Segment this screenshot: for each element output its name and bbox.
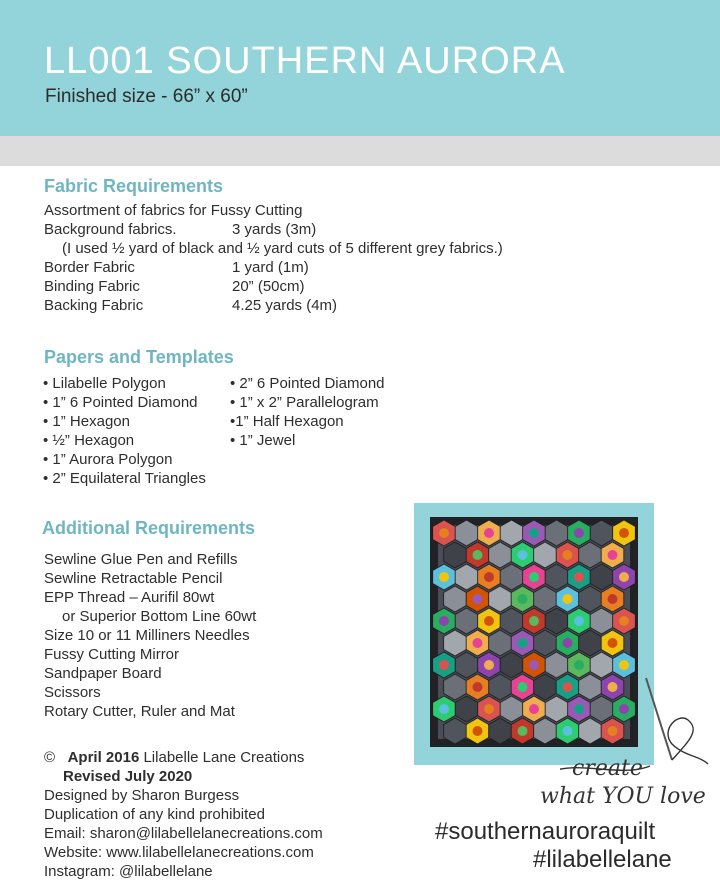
designer-credit: Designed by Sharon Burgess xyxy=(44,787,240,804)
additional-requirements-heading: Additional Requirements xyxy=(42,518,256,538)
requirement-item: Sewline Glue Pen and Refills xyxy=(44,551,238,568)
hashtag-lilabellelane: #lilabellelane xyxy=(533,846,672,873)
instagram-contact: Instagram: @lilabellelane xyxy=(44,863,213,880)
quilt-medallion-center xyxy=(484,616,494,626)
quilt-medallion-center xyxy=(484,704,494,714)
quilt-medallion-center xyxy=(619,572,629,582)
quilt-medallion-center xyxy=(473,594,483,604)
quilt-medallion-center xyxy=(473,726,483,736)
revised-date: Revised July 2020 xyxy=(63,768,193,785)
quilt-medallion-center xyxy=(439,616,449,626)
quilt-medallion-center xyxy=(518,682,528,692)
website-contact: Website: www.lilabellelanecreations.com xyxy=(44,844,314,861)
requirement-item: Size 10 or 11 Milliners Needles xyxy=(44,627,250,644)
quilt-medallion-center xyxy=(484,572,494,582)
fabric-row-label: Assortment of fabrics for Fussy Cutting xyxy=(44,202,303,219)
quilt-medallion-center xyxy=(529,616,539,626)
requirement-item: Fussy Cutting Mirror xyxy=(44,646,180,663)
copyright-symbol: © xyxy=(44,749,56,766)
quilt-medallion-center xyxy=(563,594,573,604)
template-item: • 1” Hexagon xyxy=(43,413,130,430)
quilt-medallion-center xyxy=(473,638,483,648)
papers-templates-heading: Papers and Templates xyxy=(44,347,234,367)
quilt-medallion-center xyxy=(563,638,573,648)
duplication-notice: Duplication of any kind prohibited xyxy=(44,806,265,823)
tagline-what-you-love: what YOU love xyxy=(540,784,706,809)
quilt-medallion-center xyxy=(518,638,528,648)
quilt-medallion-center xyxy=(529,528,539,538)
template-item: • 1” Aurora Polygon xyxy=(43,451,173,468)
requirement-item: Sewline Retractable Pencil xyxy=(44,570,223,587)
fabric-row-label: Border Fabric xyxy=(44,259,135,276)
tagline-create: create xyxy=(572,756,643,781)
quilt-medallion-center xyxy=(484,528,494,538)
template-item: • ½” Hexagon xyxy=(43,432,135,449)
quilt-medallion-center xyxy=(439,660,449,670)
fabric-row-value: 4.25 yards (4m) xyxy=(232,297,338,314)
quilt-medallion-center xyxy=(608,594,618,604)
quilt-medallion-center xyxy=(529,704,539,714)
quilt-medallion-center xyxy=(518,550,528,560)
quilt-medallion-center xyxy=(574,528,584,538)
fabric-row-value: 3 yards (3m) xyxy=(232,221,317,238)
requirement-item: Scissors xyxy=(44,684,101,701)
fabric-row-note: (I used ½ yard of black and ½ yard cuts of 5 different grey fabrics.) xyxy=(62,240,503,257)
quilt-medallion-center xyxy=(518,726,528,736)
template-item: • 2” Equilateral Triangles xyxy=(43,470,206,487)
quilt-medallion-center xyxy=(563,550,573,560)
template-item: • 1” Jewel xyxy=(230,432,296,449)
quilt-medallion-center xyxy=(473,682,483,692)
requirement-item: or Superior Bottom Line 60wt xyxy=(62,608,257,625)
hashtag-southernaurora: #southernauroraquilt xyxy=(435,818,656,845)
fabric-requirements-heading: Fabric Requirements xyxy=(44,176,224,196)
fabric-row-label: Binding Fabric xyxy=(44,278,140,295)
quilt-medallion-center xyxy=(574,572,584,582)
quilt-medallion-center xyxy=(439,572,449,582)
template-item: • 1” x 2” Parallelogram xyxy=(230,394,379,411)
fabric-row-value: 1 yard (1m) xyxy=(232,259,309,276)
copyright-line xyxy=(44,748,304,767)
fabric-row-label: Backing Fabric xyxy=(44,297,144,314)
copyright-date: April 2016 xyxy=(67,749,140,766)
requirement-item: Sandpaper Board xyxy=(44,665,162,682)
template-item: • Lilabelle Polygon xyxy=(43,375,166,392)
quilt-medallion-center xyxy=(619,616,629,626)
fabric-row-label: Background fabrics. xyxy=(44,221,177,238)
fabric-row-value: 20” (50cm) xyxy=(232,278,305,295)
quilt-medallion-center xyxy=(439,704,449,714)
template-item: • 2” 6 Pointed Diamond xyxy=(230,375,385,392)
quilt-medallion-center xyxy=(518,594,528,604)
template-item: • 1” 6 Pointed Diamond xyxy=(43,394,198,411)
quilt-medallion-center xyxy=(529,660,539,670)
company-name: Lilabelle Lane Creations xyxy=(143,749,305,766)
requirement-item: Rotary Cutter, Ruler and Mat xyxy=(44,703,235,720)
requirement-item: EPP Thread – Aurifil 80wt xyxy=(44,589,215,606)
email-contact: Email: sharon@lilabellelanecreations.com xyxy=(44,825,323,842)
header-banner xyxy=(0,0,720,136)
quilt-medallion-center xyxy=(608,550,618,560)
divider-band xyxy=(0,136,720,166)
pattern-title: LL001 SOUTHERN AURORA xyxy=(44,40,566,82)
template-item: •1” Half Hexagon xyxy=(230,413,344,430)
quilt-medallion-center xyxy=(529,572,539,582)
quilt-medallion-center xyxy=(574,616,584,626)
finished-size: Finished size - 66” x 60” xyxy=(45,86,248,107)
quilt-medallion-center xyxy=(619,528,629,538)
quilt-medallion-center xyxy=(484,660,494,670)
quilt-medallion-center xyxy=(439,528,449,538)
quilt-medallion-center xyxy=(608,638,618,648)
quilt-medallion-center xyxy=(473,550,483,560)
